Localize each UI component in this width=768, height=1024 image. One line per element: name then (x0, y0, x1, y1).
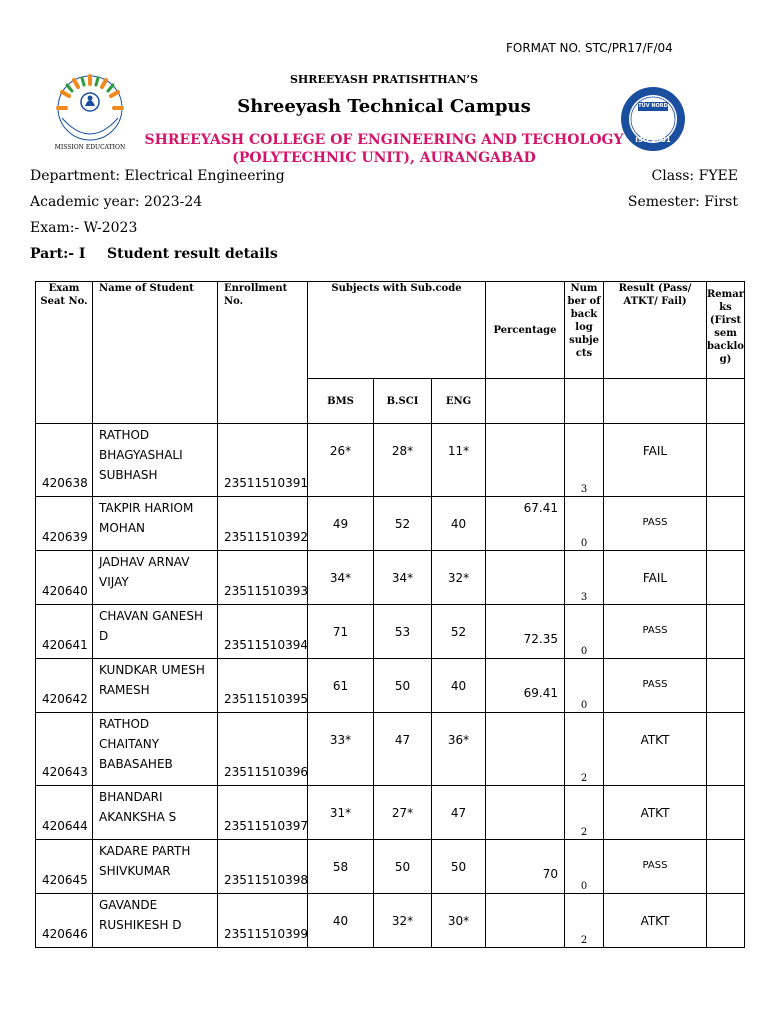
enrollment-no: 23511510394 (218, 605, 308, 659)
part-title: Student result details (107, 246, 278, 262)
backlog-count: 3 (565, 551, 604, 605)
enrollment-no: 23511510398 (218, 840, 308, 894)
backlog-count: 0 (565, 840, 604, 894)
mark-bms: 33* (308, 713, 374, 786)
header-student-name: Name of Student (93, 282, 218, 424)
table-row (36, 786, 745, 840)
exam-seat-no: 420641 (36, 605, 93, 659)
part-heading (30, 246, 278, 262)
enrollment-no: 23511510397 (218, 786, 308, 840)
mark-bsci: 28* (374, 424, 432, 497)
student-name: KUNDKAR UMESH RAMESH (93, 659, 218, 713)
remarks (707, 894, 745, 948)
table-row (36, 713, 745, 786)
header-eng: ENG (432, 379, 486, 424)
result-status: ATKT (604, 786, 707, 840)
mark-bms: 31* (308, 786, 374, 840)
exam-seat-no: 420646 (36, 894, 93, 948)
header-remarks: Remar ks (First sem backlo g) (707, 282, 745, 379)
percentage: 69.41 (486, 659, 565, 713)
enrollment-no: 23511510396 (218, 713, 308, 786)
header-percentage: Percentage (486, 282, 565, 379)
remarks (707, 713, 745, 786)
mark-bsci: 34* (374, 551, 432, 605)
mark-eng: 47 (432, 786, 486, 840)
table-row (36, 605, 745, 659)
percentage: 67.41 (486, 497, 565, 551)
tuv-label: TÜV NORD (638, 103, 668, 109)
remarks (707, 786, 745, 840)
enrollment-no: 23511510399 (218, 894, 308, 948)
result-status: ATKT (604, 713, 707, 786)
header-seat-no: Exam Seat No. (36, 282, 93, 424)
remarks (707, 551, 745, 605)
mark-eng: 30* (432, 894, 486, 948)
remarks (707, 659, 745, 713)
result-status: PASS (604, 840, 707, 894)
header-backlog: Num ber of back log subje cts (565, 282, 604, 379)
mark-bms: 71 (308, 605, 374, 659)
mark-bsci: 53 (374, 605, 432, 659)
college-name: SHREEYASH COLLEGE OF ENGINEERING AND TECHOLOGY (144, 132, 624, 148)
mark-eng: 50 (432, 840, 486, 894)
backlog-count: 2 (565, 894, 604, 948)
exam-seat-no: 420644 (36, 786, 93, 840)
mark-bms: 40 (308, 894, 374, 948)
header-empty (604, 379, 707, 424)
remarks (707, 605, 745, 659)
backlog-count: 2 (565, 713, 604, 786)
mark-bsci: 50 (374, 840, 432, 894)
student-name: JADHAV ARNAV VIJAY (93, 551, 218, 605)
table-row (36, 840, 745, 894)
mark-bms: 26* (308, 424, 374, 497)
mark-bsci: 52 (374, 497, 432, 551)
backlog-count: 3 (565, 424, 604, 497)
part-label: Part:- I (30, 246, 86, 262)
result-status: FAIL (604, 551, 707, 605)
exam: Exam:- W-2023 (30, 220, 138, 236)
result-status: FAIL (604, 424, 707, 497)
mark-bms: 34* (308, 551, 374, 605)
table-row (36, 551, 745, 605)
student-name: RATHOD CHAITANY BABASAHEB (93, 713, 218, 786)
organization-name: SHREEYASH PRATISHTHAN’S (289, 73, 479, 86)
enrollment-no: 23511510391 (218, 424, 308, 497)
result-status: ATKT (604, 894, 707, 948)
exam-seat-no: 420638 (36, 424, 93, 497)
student-name: BHANDARI AKANKSHA S (93, 786, 218, 840)
backlog-count: 0 (565, 605, 604, 659)
mark-bms: 58 (308, 840, 374, 894)
campus-name: Shreeyash Technical Campus (237, 96, 531, 117)
percentage (486, 894, 565, 948)
mark-bms: 61 (308, 659, 374, 713)
format-number: FORMAT NO. STC/PR17/F/04 (506, 41, 673, 55)
header-empty (707, 379, 745, 424)
mark-bms: 49 (308, 497, 374, 551)
percentage: 70 (486, 840, 565, 894)
logo-caption: MISSION EDUCATION (54, 144, 126, 151)
mark-bsci: 47 (374, 713, 432, 786)
enrollment-no: 23511510395 (218, 659, 308, 713)
enrollment-no: 23511510392 (218, 497, 308, 551)
header-enrollment: Enrollment No. (218, 282, 308, 424)
remarks (707, 497, 745, 551)
exam-seat-no: 420645 (36, 840, 93, 894)
student-name: RATHOD BHAGYASHALI SUBHASH (93, 424, 218, 497)
department: Department: Electrical Engineering (30, 168, 285, 184)
mark-bsci: 27* (374, 786, 432, 840)
academic-year: Academic year: 2023-24 (30, 194, 203, 210)
table-row (36, 497, 745, 551)
mark-eng: 36* (432, 713, 486, 786)
backlog-count: 0 (565, 659, 604, 713)
exam-seat-no: 420643 (36, 713, 93, 786)
mark-eng: 11* (432, 424, 486, 497)
student-name: TAKPIR HARIOM MOHAN (93, 497, 218, 551)
table-row (36, 659, 745, 713)
percentage (486, 551, 565, 605)
remarks (707, 840, 745, 894)
result-table (35, 281, 745, 948)
exam-seat-no: 420640 (36, 551, 93, 605)
percentage (486, 786, 565, 840)
remarks (707, 424, 745, 497)
table-header-row (36, 282, 745, 379)
mark-eng: 40 (432, 659, 486, 713)
mark-eng: 32* (432, 551, 486, 605)
header-empty (565, 379, 604, 424)
result-status: PASS (604, 497, 707, 551)
iso-label: ISO 9001 (635, 136, 671, 144)
header-result: Result (Pass/ ATKT/ Fail) (604, 282, 707, 379)
table-row (36, 424, 745, 497)
tuv-iso-logo (620, 86, 686, 152)
table-row (36, 894, 745, 948)
backlog-count: 0 (565, 497, 604, 551)
mark-bsci: 32* (374, 894, 432, 948)
student-name: KADARE PARTH SHIVKUMAR (93, 840, 218, 894)
class: Class: FYEE (651, 168, 738, 184)
student-name: CHAVAN GANESH D (93, 605, 218, 659)
result-status: PASS (604, 659, 707, 713)
backlog-count: 2 (565, 786, 604, 840)
enrollment-no: 23511510393 (218, 551, 308, 605)
percentage (486, 713, 565, 786)
header-bms: BMS (308, 379, 374, 424)
result-status: PASS (604, 605, 707, 659)
mark-eng: 52 (432, 605, 486, 659)
percentage: 72.35 (486, 605, 565, 659)
mark-bsci: 50 (374, 659, 432, 713)
header-empty (486, 379, 565, 424)
header-subjects: Subjects with Sub.code (308, 282, 486, 379)
mark-eng: 40 (432, 497, 486, 551)
student-name: GAVANDE RUSHIKESH D (93, 894, 218, 948)
percentage (486, 424, 565, 497)
semester: Semester: First (627, 194, 738, 210)
header-bsci: B.SCI (374, 379, 432, 424)
college-unit: (POLYTECHNIC UNIT), AURANGABAD (232, 150, 536, 166)
exam-seat-no: 420642 (36, 659, 93, 713)
exam-seat-no: 420639 (36, 497, 93, 551)
